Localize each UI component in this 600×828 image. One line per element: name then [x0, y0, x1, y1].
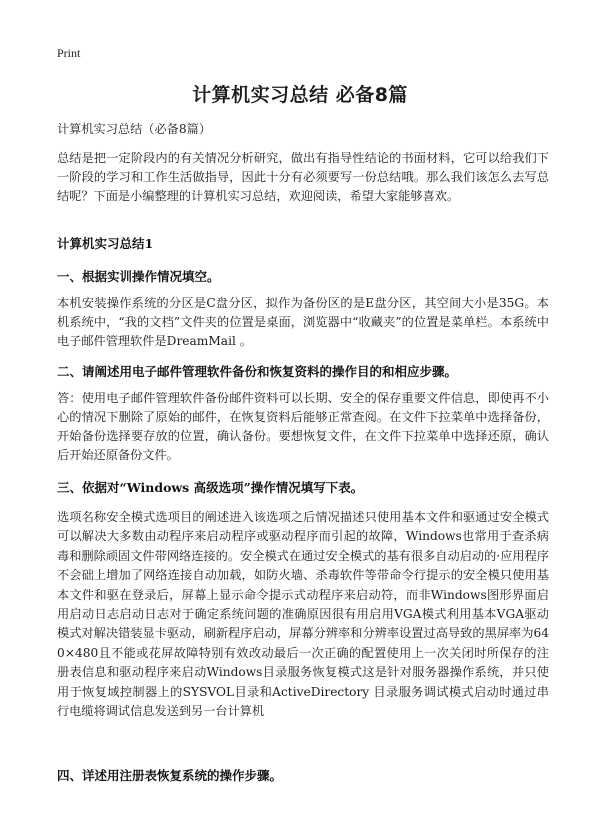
section-heading-2: 二、请阐述用电子邮件管理软件备份和恢复资料的操作目的和相应步骤。: [57, 364, 458, 379]
print-label: Print: [57, 46, 81, 60]
section-heading-4: 四、详述用注册表恢复系统的操作步骤。: [57, 768, 283, 783]
page-title: 计算机实习总结 必备8篇: [192, 84, 408, 106]
section-body-1: 本机安装操作系统的分区是C盘分区，拟作为备份区的是E盘分区，其空间大小是35G。本机系统中，“我的文档”文件夹的位置是桌面，浏览器中“收藏夹”的位置是菜单栏。本系统中电子邮件管理软件是DreamMail 。: [57, 296, 549, 348]
section-body-3: 选项名称安全模式选项目的阐述进入该选项之后情况描述只使用基本文件和驱通过安全模式可以解决大多数由动程序来启动程序或驱动程序而引起的故障，Windows也常用于查杀病毒和删除顽固文件带网络连接的。安全模式在通过安全模式的基有很多自动启动的·应用程序不会础上增加了网络连接自动加载，如防火墙、杀毒软件等带命令行提示的安全模只使用基本文件和驱在登录后，屏幕上显示命令提示式动程序来启动符，而非Windows图形界面启用启动日志启动日志对于确定系统问题的准确原因很有用启用VGA模式利用基本VGA驱动模式对解决错装显卡驱动，刷新程序启动，屏幕分辨率和分辨率设置过高导致的黑屏率为640×480且不能或花屏故障特别有效改动最后一次正确的配置使用上一次关闭时所保存的注册表信息和驱动程序来启动Windows目录服务恢复模式这是针对服务器操作系统，并只使用于恢复域控制器上的SYSVOL目录和ActiveDirectory 目录服务调试模式启动时通过串行电缆将调试信息发送到另一台计算机: [57, 510, 549, 719]
document-subtitle: 计算机实习总结（必备8篇）: [57, 122, 212, 136]
section-body-2: 答：使用电子邮件管理软件备份邮件资料可以长期、安全的保存重要文件信息，即使再不小心的情况下删除了原始的邮件，在恢复资料后能够正常查阅。在文件下拉菜单中选择备份，开始备份选择要存放的位置，确认备份。要想恢复文件，在文件下拉菜单中选择还原，确认后开始还原备份文件。: [57, 391, 549, 462]
section-heading-1: 一、根据实训操作情况填空。: [57, 269, 220, 284]
summary-heading: 计算机实习总结1: [57, 236, 154, 251]
intro-paragraph: 总结是把一定阶段内的有关情况分析研究，做出有指导性结论的书面材料，它可以给我们下一阶段的学习和工作生活做指导，因此十分有必须要写一份总结哦。那么我们该怎么去写总结呢？下面是小编整理的计算机实习总结，欢迎阅读，希望大家能够喜欢。: [57, 151, 549, 203]
section-heading-3: 三、依据对“Windows 高级选项”操作情况填写下表。: [57, 480, 364, 495]
